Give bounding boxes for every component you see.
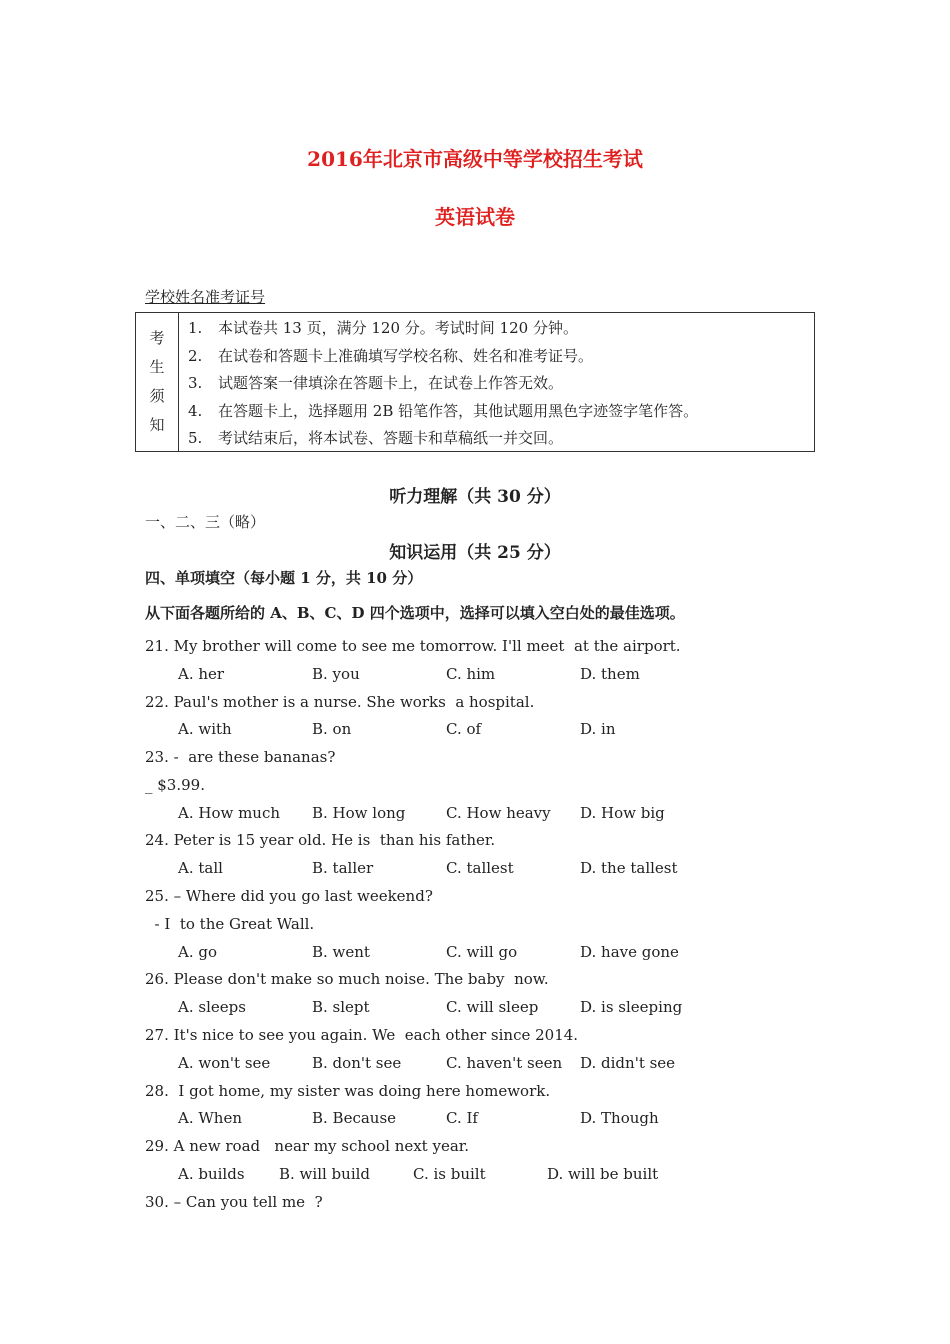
part-four-heading: 四、单项填空（每小题 1 分，共 10 分）	[145, 569, 423, 587]
notice-item	[188, 398, 814, 426]
answer-option: C. How heavy	[446, 804, 551, 822]
answer-option: A. her	[178, 665, 225, 683]
notice-label-char: 须	[149, 387, 165, 405]
question-stem: 22. Paul's mother is a nurse. She works a hospital.	[145, 693, 535, 711]
answer-option: D. How big	[580, 804, 665, 822]
listening-note: 一、二、三（略）	[145, 513, 266, 531]
question-stem-reply: _ $3.99.	[145, 776, 205, 794]
answer-option: B. went	[312, 943, 370, 961]
answer-option: B. How long	[312, 804, 406, 822]
answer-option: B. will build	[279, 1165, 371, 1183]
question-stem-reply: - I to the Great Wall.	[145, 915, 315, 933]
answer-option: C. is built	[413, 1165, 486, 1183]
answer-option: A. builds	[178, 1165, 245, 1183]
answer-option: C. will sleep	[446, 998, 539, 1016]
part-four-instruction: 从下面各题所给的 A、B、C、D 四个选项中，选择可以填入空白处的最佳选项。	[145, 604, 685, 622]
question-stem: 23. - are these bananas?	[145, 748, 336, 766]
answer-option: B. taller	[312, 859, 374, 877]
notice-item	[188, 315, 814, 343]
answer-option: A. won't see	[178, 1054, 271, 1072]
notice-item-number: 2.	[188, 346, 203, 365]
answer-option: C. If	[446, 1109, 478, 1127]
answer-option: C. will go	[446, 943, 518, 961]
notice-item-number: 4.	[188, 401, 203, 420]
notice-label-char: 知	[149, 416, 165, 434]
answer-option: D. is sleeping	[580, 998, 683, 1016]
notice-item	[188, 425, 814, 453]
answer-option: A. When	[178, 1109, 242, 1127]
notice-item-text: 本试卷共 13 页，满分 120 分。考试时间 120 分钟。	[218, 319, 578, 337]
knowledge-section-title: 知识运用（共 25 分）	[389, 543, 561, 563]
answer-option: B. don't see	[312, 1054, 402, 1072]
student-info-line: 学校姓名准考证号	[145, 288, 266, 306]
answer-option: D. them	[580, 665, 640, 683]
answer-option: C. him	[446, 665, 496, 683]
answer-option: B. you	[312, 665, 360, 683]
answer-option: C. tallest	[446, 859, 514, 877]
notice-box	[135, 312, 815, 452]
question-stem: 24. Peter is 15 year old. He is than his father.	[145, 831, 496, 849]
answer-option: D. in	[580, 720, 616, 738]
answer-option: A. go	[178, 943, 218, 961]
answer-option: A. with	[178, 720, 232, 738]
notice-item	[188, 343, 814, 371]
notice-label	[136, 313, 179, 451]
answer-option: D. have gone	[580, 943, 679, 961]
answer-option: C. of	[446, 720, 482, 738]
question-stem: 26. Please don't make so much noise. The baby now.	[145, 970, 549, 988]
answer-option: B. on	[312, 720, 352, 738]
question-stem: 21. My brother will come to see me tomorrow. I'll meet at the airport.	[145, 637, 681, 655]
notice-item-number: 5.	[188, 429, 203, 448]
exam-subtitle: 英语试卷	[435, 205, 515, 229]
answer-option: D. Though	[580, 1109, 659, 1127]
question-stem: 30. – Can you tell me ?	[145, 1193, 323, 1211]
notice-item-number: 3.	[188, 374, 203, 393]
answer-option: B. slept	[312, 998, 370, 1016]
answer-option: D. will be built	[547, 1165, 659, 1183]
notice-list	[179, 313, 814, 451]
notice-item	[188, 370, 814, 398]
notice-item-text: 试题答案一律填涂在答题卡上，在试卷上作答无效。	[218, 374, 564, 393]
question-stem: 25. – Where did you go last weekend?	[145, 887, 433, 905]
answer-option: D. the tallest	[580, 859, 678, 877]
exam-title: 2016年北京市高级中等学校招生考试	[307, 147, 643, 171]
listening-section-title: 听力理解（共 30 分）	[389, 487, 561, 507]
answer-option: D. didn't see	[580, 1054, 676, 1072]
notice-item-text: 在答题卡上，选择题用 2B 铅笔作答，其他试题用黑色字迹签字笔作答。	[218, 401, 699, 420]
notice-item-text: 考试结束后，将本试卷、答题卡和草稿纸一并交回。	[218, 429, 564, 448]
answer-option: C. haven't seen	[446, 1054, 563, 1072]
answer-option: B. Because	[312, 1109, 397, 1127]
notice-item-text: 在试卷和答题卡上准确填写学校名称、姓名和准考证号。	[218, 346, 594, 365]
answer-option: A. How much	[178, 804, 281, 822]
notice-label-char: 考	[149, 329, 165, 347]
question-stem: 27. It's nice to see you again. We each other since 2014.	[145, 1026, 579, 1044]
answer-option: A. tall	[178, 859, 223, 877]
question-stem: 28. I got home, my sister was doing here homework.	[145, 1082, 551, 1100]
notice-label-char: 生	[149, 358, 165, 376]
notice-item-number: 1.	[188, 319, 203, 337]
answer-option: A. sleeps	[178, 998, 246, 1016]
question-stem: 29. A new road near my school next year.	[145, 1137, 470, 1155]
